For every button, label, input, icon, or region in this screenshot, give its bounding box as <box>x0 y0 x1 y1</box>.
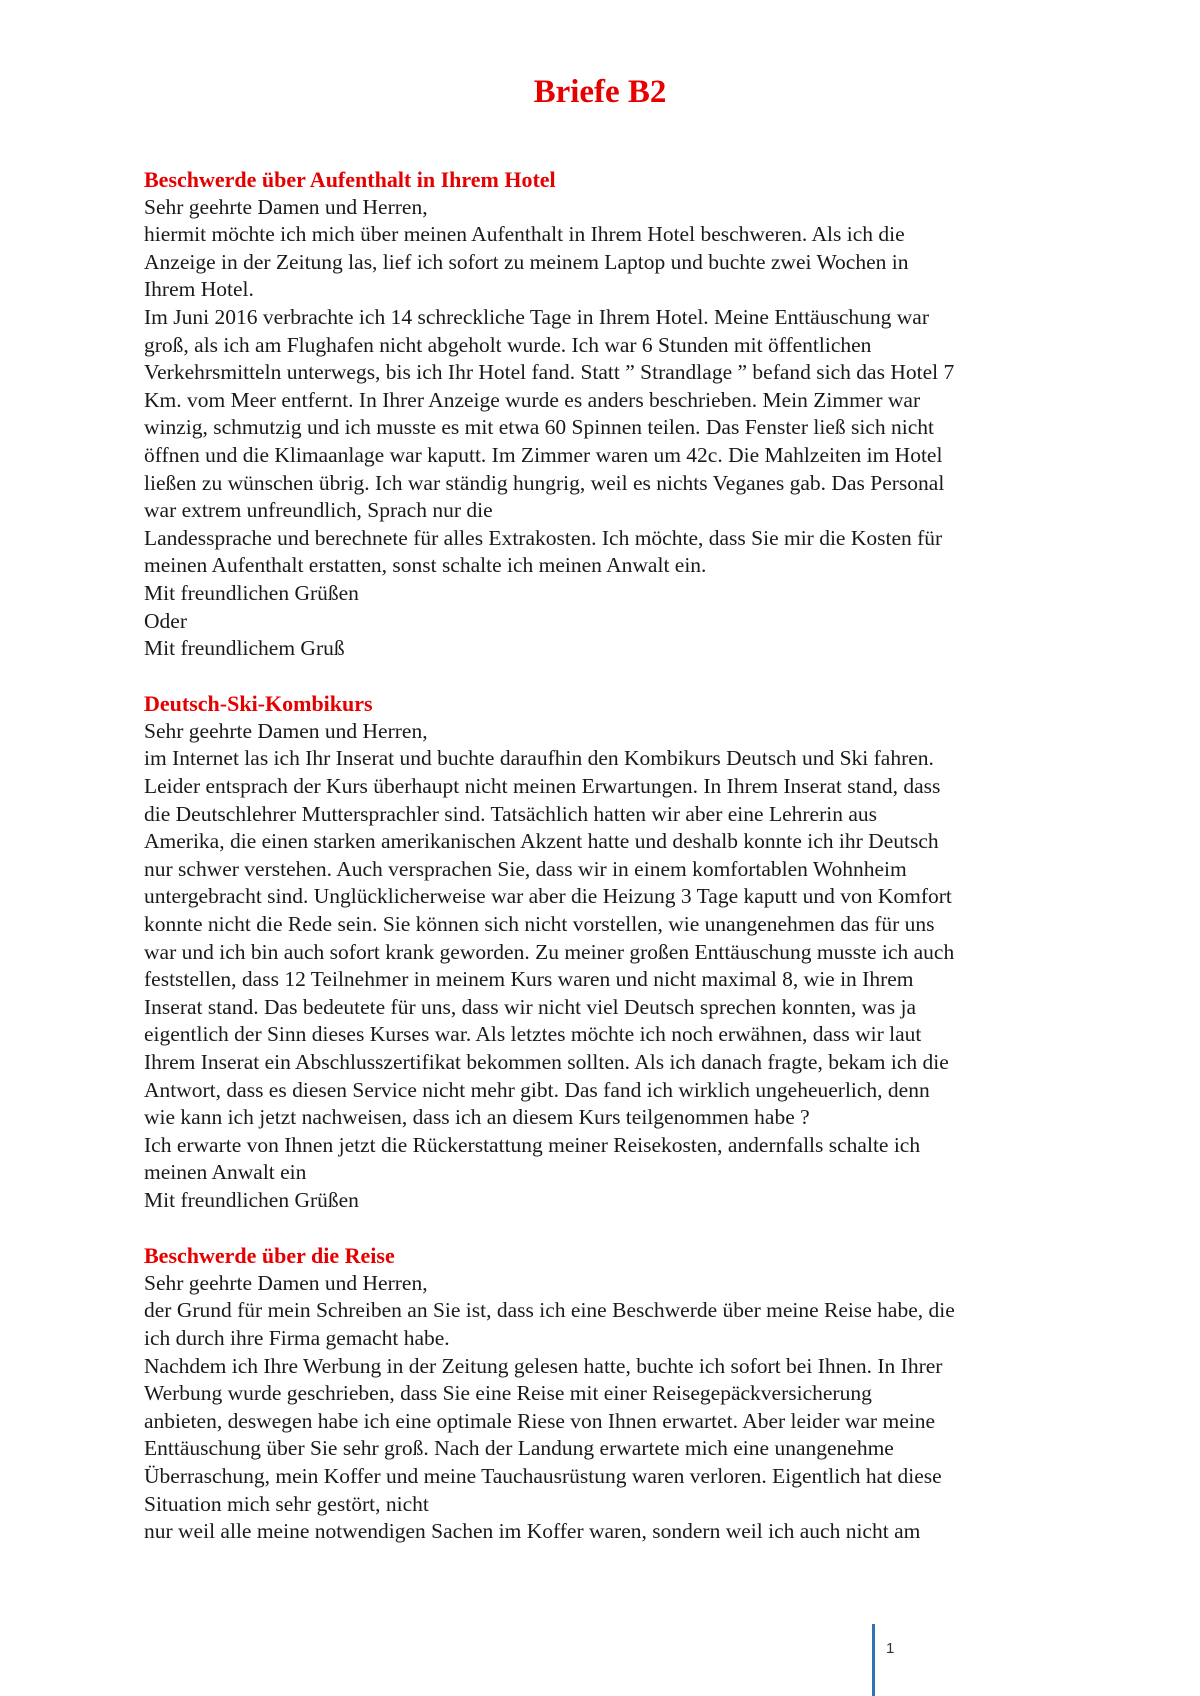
letter-heading: Deutsch-Ski-Kombikurs <box>144 691 373 717</box>
letter-text-line: wie kann ich jetzt nachweisen, dass ich an diesem Kurs teilgenommen habe ? <box>144 1105 810 1130</box>
letter-text-line: untergebracht sind. Unglücklicherweise war aber die Heizung 3 Tage kaputt und von Komfort <box>144 884 952 909</box>
letter-text-line: Km. vom Meer entfernt. In Ihrer Anzeige wurde es anders beschrieben. Mein Zimmer war <box>144 387 921 412</box>
letter-text-line: im Internet las ich Ihr Inserat und buchte daraufhin den Kombikurs Deutsch und Ski fahren. <box>144 746 934 771</box>
letter-section <box>144 166 1049 663</box>
letter-text-line: Oder <box>144 608 187 633</box>
letter-text-line: feststellen, dass 12 Teilnehmer in meinem Kurs waren und nicht maximal 8, wie in Ihrem <box>144 967 914 992</box>
letter-text-line: Anzeige in der Zeitung las, lief ich sofort zu meinem Laptop und buchte zwei Wochen in <box>144 249 909 274</box>
letter-text-line: Mit freundlichen Grüßen <box>144 580 359 605</box>
letter-text-line: meinen Aufenthalt erstatten, sonst schalte ich meinen Anwalt ein. <box>144 553 707 578</box>
page-number-rule <box>872 1624 875 1696</box>
letter-text-line: Leider entsprach der Kurs überhaupt nicht meinen Erwartungen. In Ihrem Inserat stand, dass <box>144 774 941 799</box>
letter-text-line: Ihrem Inserat ein Abschlusszertifikat bekommen sollten. Als ich danach fragte, bekam ich die <box>144 1050 949 1074</box>
letter-text-line: Ihrem Hotel. <box>144 277 254 302</box>
letter-text-line: Inserat stand. Das bedeutete für uns, dass wir nicht viel Deutsch sprechen konnten, was ja <box>144 994 916 1019</box>
letter-text-line: Nachdem ich Ihre Werbung in der Zeitung gelesen hatte, buchte ich sofort bei Ihnen. In Ihrer <box>144 1353 943 1378</box>
letter-text-line: nur weil alle meine notwendigen Sachen im Koffer waren, sondern weil ich auch nicht am <box>144 1519 921 1544</box>
letter-text-line: Verkehrsmitteln unterwegs, bis ich Ihr Hotel fand. Statt ” Strandlage ” befand sich das Hotel 7 <box>144 360 955 385</box>
letter-text-line: Sehr geehrte Damen und Herren, <box>144 718 428 743</box>
letter-text-line: Mit freundlichem Gruß <box>144 636 345 661</box>
letter-text-line: Landessprache und berechnete für alles Extrakosten. Ich möchte, dass Sie mir die Kosten für <box>144 525 943 550</box>
letter-text-line: hiermit möchte ich mich über meinen Aufenthalt in Ihrem Hotel beschweren. Als ich die <box>144 222 905 247</box>
letter-text-line: Werbung wurde geschrieben, dass Sie eine Reise mit einer Reisegepäckversicherung <box>144 1381 872 1406</box>
letter-text-line: anbieten, deswegen habe ich eine optimale Riese von Ihnen erwartet. Aber leider war meine <box>144 1408 935 1433</box>
letter-text-line: Im Juni 2016 verbrachte ich 14 schreckliche Tage in Ihrem Hotel. Meine Enttäuschung war <box>144 304 929 329</box>
letter-text-line: Überraschung, mein Koffer und meine Tauchausrüstung waren verloren. Eigentlich hat diese <box>144 1463 942 1488</box>
letter-section <box>144 690 1049 1214</box>
letter-text-line: öffnen und die Klimaanlage war kaputt. Im Zimmer waren um 42c. Die Mahlzeiten im Hotel <box>144 442 943 467</box>
letter-text-line: die Deutschlehrer Muttersprachler sind. Tatsächlich hatten wir aber eine Lehrerin aus <box>144 801 877 826</box>
letter-text-line: eigentlich der Sinn dieses Kurses war. Als letztes möchte ich noch erwähnen, dass wir laut <box>144 1022 922 1047</box>
letter-text-line: Antwort, dass es diesen Service nicht mehr gibt. Das fand ich wirklich ungeheuerlich, denn <box>144 1077 930 1102</box>
letter-text-line: Sehr geehrte Damen und Herren, <box>144 194 428 219</box>
page-footer <box>872 1624 932 1696</box>
letter-text-line: konnte nicht die Rede sein. Sie können sich nicht vorstellen, wie unangenehmen das für uns <box>144 912 935 937</box>
letter-text-line: der Grund für mein Schreiben an Sie ist, dass ich eine Beschwerde über meine Reise habe, die <box>144 1298 955 1323</box>
letter-text-line: Sehr geehrte Damen und Herren, <box>144 1270 428 1295</box>
letter-text-line: Situation mich sehr gestört, nicht <box>144 1491 429 1516</box>
letter-heading: Beschwerde über Aufenthalt in Ihrem Hotel <box>144 167 556 192</box>
letter-text-line: nur schwer verstehen. Auch versprachen Sie, dass wir in einem komfortablen Wohnheim <box>144 856 907 881</box>
letter-text-line: Enttäuschung über Sie sehr groß. Nach der Landung erwartete mich eine unangenehme <box>144 1436 894 1461</box>
letter-heading: Beschwerde über die Reise <box>144 1243 395 1269</box>
letter-text-line: Mit freundlichen Grüßen <box>144 1187 359 1212</box>
page-title: Briefe B2 <box>533 74 667 110</box>
letter-text-line: war und ich bin auch sofort krank geworden. Zu meiner großen Enttäuschung musste ich auch <box>144 939 955 964</box>
document-body <box>144 166 1049 1546</box>
letter-text-line: winzig, schmutzig und ich musste es mit etwa 60 Spinnen teilen. Das Fenster ließ sich nicht <box>144 415 934 440</box>
letter-text-line: ließen zu wünschen übrig. Ich war ständig hungrig, weil es nichts Veganes gab. Das Personal <box>144 470 945 495</box>
letter-text-line: groß, als ich am Flughafen nicht abgeholt wurde. Ich war 6 Stunden mit öffentlichen <box>144 332 872 357</box>
letter-text-line: war extrem unfreundlich, Sprach nur die <box>144 498 493 523</box>
page-number: 1 <box>886 1640 895 1657</box>
letter-text-line: meinen Anwalt ein <box>144 1160 307 1185</box>
letter-text-line: Amerika, die einen starken amerikanischen Akzent hatte und deshalb konnte ich ihr Deutsch <box>144 829 939 854</box>
letter-text-line: Ich erwarte von Ihnen jetzt die Rückerstattung meiner Reisekosten, andernfalls schalte ich <box>144 1132 921 1157</box>
letter-text-line: ich durch ihre Firma gemacht habe. <box>144 1325 450 1350</box>
letter-section <box>144 1242 1049 1546</box>
